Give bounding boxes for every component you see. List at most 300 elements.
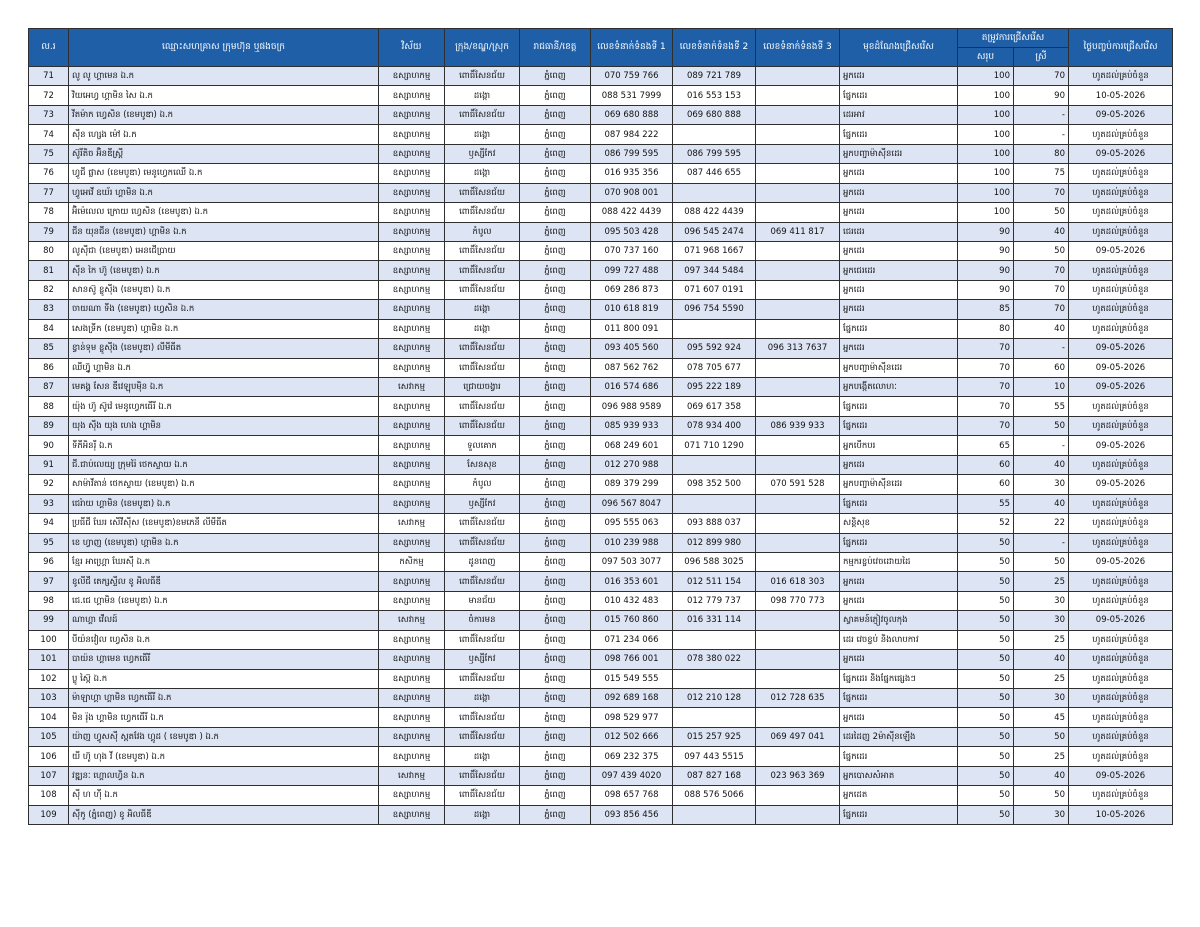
cell-phone1: 098 657 768 [591,786,673,805]
cell-deadline: ហូតដល់គ្រប់ចំនួន [1069,300,1173,319]
table-row [29,86,1173,105]
cell-female: 50 [1014,727,1069,746]
table-row [29,339,1173,358]
cell-district: មានជ័យ [445,591,520,610]
cell-province: ភ្នំពេញ [520,397,591,416]
cell-phone3 [756,747,840,766]
table-row [29,514,1173,533]
cell-company: លូស៊ីជា (ខេមបូឌា) អេនជើប្រាយ [69,241,379,260]
cell-phone2 [673,183,756,202]
cell-position: អ្នកដេរ [840,280,958,299]
cell-district: ពោធិ៍សែនជ័យ [445,241,520,260]
cell-position: អ្នកដេត [840,786,958,805]
cell-deadline: 10-05-2026 [1069,805,1173,824]
cell-province: ភ្នំពេញ [520,436,591,455]
cell-province: ភ្នំពេញ [520,125,591,144]
cell-phone2: 096 754 5590 [673,300,756,319]
cell-no: 74 [29,125,69,144]
cell-no: 91 [29,455,69,474]
cell-province: ភ្នំពេញ [520,611,591,630]
cell-no: 87 [29,378,69,397]
cell-district: ពោធិ៍សែនជ័យ [445,261,520,280]
cell-phone2 [673,319,756,338]
cell-phone3: 086 939 933 [756,416,840,435]
cell-phone1: 069 680 888 [591,105,673,124]
cell-sector: សេវាកម្ម [379,766,445,785]
cell-province: ភ្នំពេញ [520,105,591,124]
cell-province: ភ្នំពេញ [520,164,591,183]
cell-province: ភ្នំពេញ [520,475,591,494]
cell-company: ណាហ្គា វើលដ៍ [69,611,379,630]
cell-phone2 [673,494,756,513]
cell-phone3 [756,378,840,397]
cell-total: 100 [958,164,1014,183]
cell-sector: ឧស្សាហកម្ម [379,67,445,86]
cell-province: ភ្នំពេញ [520,747,591,766]
cell-phone3 [756,67,840,86]
cell-no: 107 [29,766,69,785]
cell-province: ភ្នំពេញ [520,144,591,163]
cell-female: 75 [1014,164,1069,183]
cell-position: អ្នកដេរ [840,591,958,610]
cell-phone2: 071 968 1667 [673,241,756,260]
cell-total: 50 [958,805,1014,824]
cell-deadline: ហូតដល់គ្រប់ចំនួន [1069,786,1173,805]
cell-company: យ៉ាញ ហ្វូសស៊ី ស្ពតវែង ហ្គូដ ( ខេមបូឌា ) ឯ.ក [69,727,379,746]
cell-deadline: ហូតដល់គ្រប់ចំនួន [1069,494,1173,513]
cell-female: 22 [1014,514,1069,533]
cell-phone2: 098 352 500 [673,475,756,494]
cell-female: 25 [1014,630,1069,649]
cell-province: ភ្នំពេញ [520,514,591,533]
cell-phone2: 071 710 1290 [673,436,756,455]
cell-province: ភ្នំពេញ [520,650,591,669]
cell-sector: ឧស្សាហកម្ម [379,786,445,805]
cell-position: ដេរ វេចខ្ចប់ និងលាបកាវ [840,630,958,649]
cell-phone1: 097 503 3077 [591,552,673,571]
cell-province: ភ្នំពេញ [520,766,591,785]
cell-deadline: 09-05-2026 [1069,105,1173,124]
cell-phone2: 071 607 0191 [673,280,756,299]
cell-deadline: ហូតដល់គ្រប់ចំនួន [1069,397,1173,416]
cell-province: ភ្នំពេញ [520,727,591,746]
cell-phone1: 015 760 860 [591,611,673,630]
cell-no: 73 [29,105,69,124]
cell-phone3: 012 728 635 [756,689,840,708]
cell-province: ភ្នំពេញ [520,708,591,727]
cell-female: 30 [1014,611,1069,630]
table-row [29,689,1173,708]
cell-deadline: 09-05-2026 [1069,241,1173,260]
cell-sector: ឧស្សាហកម្ម [379,455,445,474]
cell-phone3 [756,164,840,183]
cell-no: 106 [29,747,69,766]
cell-deadline: ហូតដល់គ្រប់ចំនួន [1069,727,1173,746]
cell-sector: ឧស្សាហកម្ម [379,689,445,708]
table-row [29,183,1173,202]
cell-phone1: 070 737 160 [591,241,673,260]
cell-total: 100 [958,105,1014,124]
cell-phone2: 096 545 2474 [673,222,756,241]
cell-female: 50 [1014,241,1069,260]
cell-phone3: 016 618 303 [756,572,840,591]
cell-district: ពោធិ៍សែនជ័យ [445,105,520,124]
cell-phone3 [756,397,840,416]
cell-district: ពោធិ៍សែនជ័យ [445,514,520,533]
cell-deadline: ហូតដល់គ្រប់ចំនួន [1069,222,1173,241]
cell-district: ពោធិ៍សែនជ័យ [445,708,520,727]
cell-deadline: 09-05-2026 [1069,552,1173,571]
cell-district: ដង្កោ [445,86,520,105]
cell-phone2: 095 222 189 [673,378,756,397]
cell-district: ពោធិ៍សែនជ័យ [445,183,520,202]
cell-sector: ឧស្សាហកម្ម [379,650,445,669]
cell-sector: ឧស្សាហកម្ម [379,805,445,824]
cell-sector: ឧស្សាហកម្ម [379,144,445,163]
cell-phone3 [756,203,840,222]
cell-deadline: ហូតដល់គ្រប់ចំនួន [1069,572,1173,591]
cell-total: 50 [958,786,1014,805]
cell-no: 72 [29,86,69,105]
cell-phone1: 097 439 4020 [591,766,673,785]
cell-sector: ឧស្សាហកម្ម [379,300,445,319]
cell-district: ឫស្សីកែវ [445,144,520,163]
cell-total: 50 [958,611,1014,630]
table-row [29,261,1173,280]
cell-position: អ្នកបញ្ជាម៉ាស៊ីនដេរ [840,475,958,494]
header-phone3: លេខទំនាក់ទំនងទី 3 [756,29,840,67]
cell-company: វឌ្ឍនៈ ហ្គោលហ្វិន ឯ.ក [69,766,379,785]
cell-no: 85 [29,339,69,358]
table-row [29,397,1173,416]
cell-position: អ្នកដេរ [840,67,958,86]
cell-district: កំបូល [445,222,520,241]
cell-district: ជ្រោយចង្វារ [445,378,520,397]
cell-phone2: 078 380 022 [673,650,756,669]
cell-position: អ្នកបញ្ជាម៉ាស៊ីនដេរ [840,144,958,163]
table-row [29,669,1173,688]
table-row [29,708,1173,727]
cell-phone2: 089 721 789 [673,67,756,86]
cell-deadline: ហូតដល់គ្រប់ចំនួន [1069,455,1173,474]
cell-phone1: 016 353 601 [591,572,673,591]
cell-position: ផ្នែកដេរ [840,689,958,708]
cell-company: វីតម៉ាក ហ្វេសិន (ខេមបូឌា) ឯ.ក [69,105,379,124]
cell-total: 50 [958,533,1014,552]
cell-company: ខ្មែរ អាហ្គ្រោ ឃែរស៊ី ឯ.ក [69,552,379,571]
cell-province: ភ្នំពេញ [520,455,591,474]
cell-sector: ឧស្សាហកម្ម [379,280,445,299]
cell-phone2: 095 592 924 [673,339,756,358]
cell-phone2: 015 257 925 [673,727,756,746]
cell-deadline: ហូតដល់គ្រប់ចំនួន [1069,319,1173,338]
cell-total: 50 [958,669,1014,688]
cell-total: 90 [958,222,1014,241]
cell-deadline: 09-05-2026 [1069,358,1173,377]
cell-female: 30 [1014,805,1069,824]
cell-district: ដង្កោ [445,689,520,708]
cell-phone1: 095 503 428 [591,222,673,241]
cell-total: 100 [958,203,1014,222]
cell-sector: ឧស្សាហកម្ម [379,727,445,746]
cell-phone3 [756,319,840,338]
cell-district: ទួលគោក [445,436,520,455]
cell-no: 94 [29,514,69,533]
cell-female: 70 [1014,300,1069,319]
cell-female: 40 [1014,222,1069,241]
cell-female: 40 [1014,494,1069,513]
cell-female: 40 [1014,319,1069,338]
table-row [29,280,1173,299]
header-no: ល.រ [29,29,69,67]
cell-phone3 [756,300,840,319]
cell-phone3: 069 411 817 [756,222,840,241]
cell-total: 100 [958,183,1014,202]
cell-no: 77 [29,183,69,202]
cell-total: 50 [958,650,1014,669]
cell-phone2: 069 680 888 [673,105,756,124]
cell-phone3 [756,630,840,649]
job-listing-table [28,28,1173,825]
cell-province: ភ្នំពេញ [520,786,591,805]
cell-female: 50 [1014,416,1069,435]
cell-province: ភ្នំពេញ [520,241,591,260]
cell-no: 88 [29,397,69,416]
cell-deadline: ហូតដល់គ្រប់ចំនួន [1069,416,1173,435]
cell-phone3 [756,105,840,124]
cell-phone1: 093 856 456 [591,805,673,824]
cell-sector: សេវាកម្ម [379,378,445,397]
cell-phone2: 096 588 3025 [673,552,756,571]
cell-total: 50 [958,708,1014,727]
cell-phone3 [756,144,840,163]
cell-position: អ្នកដេរ [840,241,958,260]
cell-deadline: ហូតដល់គ្រប់ចំនួន [1069,67,1173,86]
cell-phone1: 070 759 766 [591,67,673,86]
cell-total: 70 [958,339,1014,358]
cell-deadline: ហូតដល់គ្រប់ចំនួន [1069,183,1173,202]
cell-company: សេងទ្រីក (ខេមបូឌា) ហ្គាមិន ឯ.ក [69,319,379,338]
cell-sector: ឧស្សាហកម្ម [379,86,445,105]
table-body [29,67,1173,825]
cell-phone1: 088 531 7999 [591,86,673,105]
cell-no: 86 [29,358,69,377]
cell-phone2: 093 888 037 [673,514,756,533]
cell-position: អ្នកដេរ [840,339,958,358]
cell-position: អ្នកបង្កើតលោហៈ [840,378,958,397]
cell-phone1: 093 405 560 [591,339,673,358]
cell-sector: ឧស្សាហកម្ម [379,397,445,416]
cell-district: ពោធិ៍សែនជ័យ [445,766,520,785]
cell-company: ទីភីអិនរ៉ី ឯ.ក [69,436,379,455]
cell-phone2: 097 344 5484 [673,261,756,280]
cell-deadline: 09-05-2026 [1069,144,1173,163]
cell-phone1: 010 432 483 [591,591,673,610]
cell-deadline: ហូតដល់គ្រប់ចំនួន [1069,514,1173,533]
cell-deadline: ហូតដល់គ្រប់ចំនួន [1069,689,1173,708]
cell-phone3 [756,650,840,669]
cell-position: អ្នកដេរ [840,300,958,319]
table-row [29,533,1173,552]
cell-phone2: 078 705 677 [673,358,756,377]
cell-company: ហ្វូជី ផ្លាស (ខេមបូឌា) មេនូហ្វេកឈើ ឯ.ក [69,164,379,183]
cell-phone1: 069 286 873 [591,280,673,299]
cell-phone3 [756,552,840,571]
cell-sector: ឧស្សាហកម្ម [379,105,445,124]
cell-sector: ឧស្សាហកម្ម [379,747,445,766]
cell-female: 50 [1014,203,1069,222]
cell-position: ផ្នែកដេរ [840,805,958,824]
cell-phone1: 089 379 299 [591,475,673,494]
table-row [29,144,1173,163]
cell-sector: ឧស្សាហកម្ម [379,669,445,688]
cell-no: 93 [29,494,69,513]
cell-province: ភ្នំពេញ [520,358,591,377]
cell-phone2: 069 617 358 [673,397,756,416]
cell-province: ភ្នំពេញ [520,183,591,202]
cell-district: ពោធិ៍សែនជ័យ [445,727,520,746]
cell-district: ពោធិ៍សែនជ័យ [445,416,520,435]
cell-province: ភ្នំពេញ [520,222,591,241]
cell-phone3 [756,455,840,474]
cell-phone2 [673,125,756,144]
table-row [29,786,1173,805]
cell-province: ភ្នំពេញ [520,689,591,708]
table-row [29,805,1173,824]
cell-female: 40 [1014,766,1069,785]
cell-company: ស៊ីន ហ្សេង ម៉ៅ ឯ.ក [69,125,379,144]
cell-no: 108 [29,786,69,805]
cell-no: 82 [29,280,69,299]
cell-province: ភ្នំពេញ [520,805,591,824]
cell-district: កំបូល [445,475,520,494]
header-total: សរុប [958,48,1014,67]
table-row [29,105,1173,124]
cell-company: ស៊ូរីតិច អ៊ិនឌីស្ត្រី [69,144,379,163]
cell-phone1: 068 249 601 [591,436,673,455]
cell-phone2 [673,455,756,474]
cell-total: 50 [958,727,1014,746]
cell-female: 30 [1014,591,1069,610]
cell-district: ដង្កោ [445,319,520,338]
cell-phone2: 086 799 595 [673,144,756,163]
cell-position: ផ្នែកដេរ [840,416,958,435]
cell-sector: ឧស្សាហកម្ម [379,222,445,241]
cell-phone3: 070 591 528 [756,475,840,494]
cell-deadline: 09-05-2026 [1069,339,1173,358]
cell-no: 71 [29,67,69,86]
cell-no: 76 [29,164,69,183]
cell-phone1: 016 935 356 [591,164,673,183]
cell-position: អ្នកដេរ [840,164,958,183]
cell-phone1: 016 574 686 [591,378,673,397]
table-row [29,766,1173,785]
table-row [29,611,1173,630]
cell-deadline: ហូតដល់គ្រប់ចំនួន [1069,630,1173,649]
table-row [29,436,1173,455]
cell-company: ខូលីជី តេក្សស្ទីល ខូ អិលធីឌី [69,572,379,591]
cell-phone3: 069 497 041 [756,727,840,746]
cell-sector: ឧស្សាហកម្ម [379,630,445,649]
cell-phone3 [756,514,840,533]
table-row [29,455,1173,474]
cell-phone2: 016 331 114 [673,611,756,630]
cell-phone2 [673,805,756,824]
cell-no: 98 [29,591,69,610]
cell-phone1: 087 562 762 [591,358,673,377]
cell-total: 50 [958,766,1014,785]
cell-position: អ្នកជេរដេរ [840,261,958,280]
cell-district: ពោធិ៍សែនជ័យ [445,280,520,299]
cell-phone1: 099 727 488 [591,261,673,280]
cell-female: - [1014,125,1069,144]
cell-no: 103 [29,689,69,708]
cell-no: 78 [29,203,69,222]
cell-phone1: 012 270 988 [591,455,673,474]
table-row [29,650,1173,669]
cell-total: 65 [958,436,1014,455]
cell-phone1: 069 232 375 [591,747,673,766]
cell-female: 40 [1014,650,1069,669]
cell-no: 99 [29,611,69,630]
cell-deadline: 09-05-2026 [1069,611,1173,630]
cell-company: យ៉ុង ហ៊ូ ស៊ូវ៉េ មេនូហ្វេកធើរី ឯ.ក [69,397,379,416]
cell-deadline: ហូតដល់គ្រប់ចំនួន [1069,203,1173,222]
cell-phone1: 070 908 001 [591,183,673,202]
cell-no: 84 [29,319,69,338]
cell-deadline: ហូតដល់គ្រប់ចំនួន [1069,650,1173,669]
cell-sector: ឧស្សាហកម្ម [379,125,445,144]
cell-province: ភ្នំពេញ [520,533,591,552]
cell-total: 50 [958,689,1014,708]
cell-province: ភ្នំពេញ [520,300,591,319]
cell-phone3 [756,611,840,630]
cell-sector: ឧស្សាហកម្ម [379,708,445,727]
cell-province: ភ្នំពេញ [520,261,591,280]
cell-position: អ្នកដេរ [840,572,958,591]
cell-deadline: ហូតដល់គ្រប់ចំនួន [1069,669,1173,688]
cell-phone1: 010 618 819 [591,300,673,319]
cell-deadline: 09-05-2026 [1069,436,1173,455]
cell-province: ភ្នំពេញ [520,591,591,610]
cell-female: 70 [1014,183,1069,202]
cell-phone2 [673,708,756,727]
cell-province: ភ្នំពេញ [520,416,591,435]
cell-phone3 [756,669,840,688]
cell-sector: ឧស្សាហកម្ម [379,494,445,513]
cell-phone2: 078 934 400 [673,416,756,435]
cell-company: យី ហ៊ូ ហុង វី (ខេមបូឌា) ឯ.ក [69,747,379,766]
cell-position: ផ្នែកដេរ [840,125,958,144]
cell-position: អ្នកដេរ [840,203,958,222]
table-row [29,572,1173,591]
cell-phone1: 010 239 988 [591,533,673,552]
cell-phone3 [756,805,840,824]
cell-no: 83 [29,300,69,319]
cell-position: ផ្នែកដេរ និងផ្នែកផ្សេងៗ [840,669,958,688]
cell-no: 101 [29,650,69,669]
cell-company: ខេ ហ្វាញ (ខេមបូឌា) ហ្គាមិន ឯ.ក [69,533,379,552]
cell-phone3: 023 963 369 [756,766,840,785]
cell-no: 75 [29,144,69,163]
cell-province: ភ្នំពេញ [520,552,591,571]
header-phone2: លេខទំនាក់ទំនងទី 2 [673,29,756,67]
cell-total: 70 [958,378,1014,397]
cell-total: 100 [958,67,1014,86]
cell-company: ជេ.ជេ ហ្គាមិន (ខេមបូឌា) ឯ.ក [69,591,379,610]
cell-district: សែនសុខ [445,455,520,474]
cell-phone2: 012 210 128 [673,689,756,708]
